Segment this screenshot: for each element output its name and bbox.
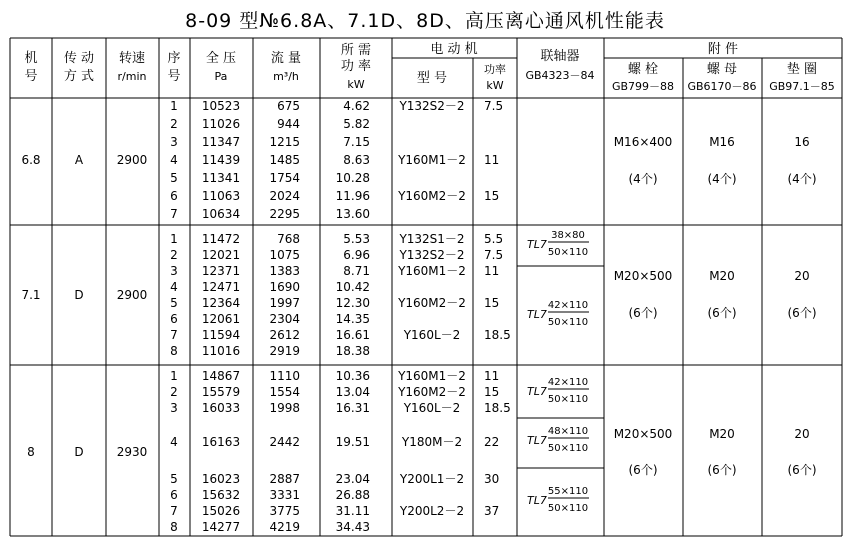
cell-nut: M20: [709, 269, 735, 283]
cell-washer-qty: (6个): [787, 463, 817, 477]
cell-bolt: M20×500: [613, 427, 673, 441]
header-power-required: 所 需: [340, 43, 372, 58]
cell-motor-power: 5.5: [484, 232, 504, 246]
cell-motor-model: Y160L－2: [403, 401, 461, 415]
cell-flow: 4219: [269, 520, 300, 534]
cell-seq: 5: [170, 296, 178, 310]
coupling-type: TL7: [527, 308, 547, 321]
cell-power-required: 13.60: [335, 207, 370, 221]
cell-pressure: 11594: [201, 328, 241, 342]
cell-pressure: 16033: [201, 401, 241, 415]
header-seq: 号: [167, 69, 181, 84]
cell-bolt: M20×500: [613, 269, 673, 283]
cell-speed: 2930: [116, 445, 148, 459]
header-pressure-unit: Pa: [214, 70, 228, 83]
coupling-denominator: 50×110: [547, 317, 589, 328]
cell-seq: 3: [170, 264, 178, 278]
header-power-required-unit: kW: [347, 78, 365, 91]
coupling-denominator: 50×110: [547, 394, 589, 405]
cell-motor-power: 18.5: [484, 401, 511, 415]
cell-model-no: 8: [27, 445, 35, 459]
header-bolt-std: GB799－88: [611, 80, 675, 93]
cell-motor-model: Y160M2－2: [398, 189, 466, 203]
cell-nut: M16: [709, 135, 735, 149]
header-nut: 螺 母: [706, 62, 738, 77]
cell-seq: 8: [170, 344, 178, 358]
header-nut-std: GB6170－86: [687, 80, 757, 93]
cell-motor-model: Y160M1－2: [398, 264, 466, 278]
cell-flow: 3331: [269, 488, 300, 502]
cell-seq: 1: [170, 232, 178, 246]
cell-power-required: 8.63: [343, 153, 370, 167]
cell-seq: 7: [170, 328, 178, 342]
cell-drive: D: [74, 445, 84, 459]
cell-pressure: 11026: [201, 117, 241, 131]
cell-seq: 6: [170, 189, 178, 203]
cell-motor-power: 18.5: [484, 328, 511, 342]
cell-pressure: 10523: [201, 99, 241, 113]
cell-seq: 4: [170, 435, 178, 449]
cell-drive: D: [74, 288, 84, 302]
cell-power-required: 16.61: [335, 328, 370, 342]
cell-motor-power: 7.5: [484, 99, 504, 113]
cell-seq: 4: [170, 280, 178, 294]
cell-flow: 3775: [269, 504, 300, 518]
cell-pressure: 12061: [201, 312, 241, 326]
cell-flow: 1485: [269, 153, 300, 167]
coupling-spec: [527, 230, 589, 258]
cell-motor-power: 11: [484, 153, 500, 167]
cell-motor-power: 15: [484, 189, 500, 203]
cell-flow: 1998: [269, 401, 300, 415]
cell-pressure: 16023: [201, 472, 241, 486]
header-coupling-std: GB4323－84: [525, 69, 595, 82]
cell-flow: 1554: [269, 385, 300, 399]
cell-seq: 2: [170, 385, 178, 399]
cell-pressure: 12364: [201, 296, 241, 310]
cell-motor-model: Y160M1－2: [398, 153, 466, 167]
cell-nut-qty: (6个): [707, 306, 737, 320]
cell-seq: 1: [170, 369, 178, 383]
cell-pressure: 11063: [201, 189, 241, 203]
header-washer-std: GB97.1－85: [769, 80, 835, 93]
cell-power-required: 19.51: [335, 435, 370, 449]
cell-flow: 2295: [269, 207, 300, 221]
group-7-1: [21, 230, 816, 358]
cell-flow: 2612: [269, 328, 300, 342]
cell-motor-model: Y132S1－2: [399, 232, 465, 246]
cell-flow: 1075: [269, 248, 300, 262]
cell-seq: 6: [170, 488, 178, 502]
cell-nut: M20: [709, 427, 735, 441]
cell-flow: 1110: [269, 369, 300, 383]
cell-power-required: 10.42: [335, 280, 370, 294]
cell-pressure: 11347: [201, 135, 241, 149]
cell-pressure: 15026: [201, 504, 241, 518]
cell-power-required: 6.96: [343, 248, 370, 262]
cell-flow: 1383: [269, 264, 300, 278]
coupling-numerator: 55×110: [547, 486, 589, 497]
cell-model-no: 6.8: [21, 153, 41, 167]
cell-pressure: 11472: [201, 232, 241, 246]
cell-power-required: 31.11: [335, 504, 370, 518]
cell-power-required: 14.35: [335, 312, 370, 326]
cell-seq: 3: [170, 135, 178, 149]
cell-washer: 20: [794, 269, 810, 283]
cell-bolt-qty: (4个): [628, 172, 658, 186]
cell-power-required: 5.53: [343, 232, 370, 246]
coupling-type: TL7: [527, 434, 547, 447]
cell-flow: 2919: [269, 344, 300, 358]
coupling-type: TL7: [527, 238, 547, 251]
cell-nut-qty: (6个): [707, 463, 737, 477]
header-drive: 传 动: [63, 51, 95, 66]
header-accessories: 附 件: [707, 42, 739, 57]
cell-power-required: 16.31: [335, 401, 370, 415]
cell-pressure: 12371: [201, 264, 241, 278]
cell-seq: 4: [170, 153, 178, 167]
cell-power-required: 23.04: [335, 472, 370, 486]
header-washer: 垫 圈: [786, 62, 818, 77]
cell-washer-qty: (6个): [787, 306, 817, 320]
cell-motor-power: 7.5: [484, 248, 504, 262]
cell-pressure: 16163: [201, 435, 241, 449]
cell-motor-model: Y160M2－2: [398, 296, 466, 310]
cell-drive: A: [74, 153, 84, 167]
cell-power-required: 5.82: [343, 117, 370, 131]
cell-seq: 6: [170, 312, 178, 326]
cell-seq: 1: [170, 99, 178, 113]
header-speed-unit: r/min: [117, 70, 147, 83]
coupling-denominator: 50×110: [547, 247, 589, 258]
cell-model-no: 7.1: [21, 288, 41, 302]
coupling-type: TL7: [527, 494, 547, 507]
coupling-denominator: 50×110: [547, 503, 589, 514]
coupling-spec: [527, 300, 589, 328]
cell-power-required: 4.62: [343, 99, 370, 113]
cell-pressure: 15579: [201, 385, 241, 399]
cell-seq: 7: [170, 504, 178, 518]
cell-washer-qty: (4个): [787, 172, 817, 186]
header-power-required: 功 率: [340, 59, 372, 74]
group-8: [27, 369, 816, 534]
coupling-spec: [527, 486, 589, 514]
cell-motor-model: Y160M2－2: [398, 385, 466, 399]
cell-pressure: 11439: [201, 153, 241, 167]
cell-speed: 2900: [116, 288, 148, 302]
cell-flow: 1690: [269, 280, 300, 294]
table-header: [24, 41, 834, 93]
cell-motor-model: Y180M－2: [401, 435, 463, 449]
cell-flow: 2442: [269, 435, 300, 449]
cell-seq: 2: [170, 117, 178, 131]
cell-power-required: 8.71: [343, 264, 370, 278]
coupling-denominator: 50×110: [547, 443, 589, 454]
header-bolt: 螺 栓: [627, 62, 659, 77]
cell-seq: 3: [170, 401, 178, 415]
coupling-spec: [527, 377, 589, 405]
cell-power-required: 7.15: [343, 135, 370, 149]
cell-flow: 2024: [269, 189, 300, 203]
header-model-no: 机: [24, 51, 38, 66]
header-drive: 方 式: [63, 69, 95, 84]
cell-flow: 944: [277, 117, 300, 131]
cell-pressure: 11341: [201, 171, 241, 185]
header-flow: 流 量: [270, 51, 302, 66]
cell-nut-qty: (4个): [707, 172, 737, 186]
header-motor-power: 功率: [484, 63, 506, 76]
coupling-numerator: 42×110: [547, 377, 589, 388]
cell-power-required: 18.38: [335, 344, 370, 358]
header-motor-power-unit: kW: [486, 79, 504, 92]
cell-flow: 768: [277, 232, 300, 246]
cell-motor-power: 11: [484, 264, 500, 278]
coupling-numerator: 38×80: [551, 230, 585, 241]
cell-pressure: 14277: [201, 520, 241, 534]
cell-pressure: 11016: [201, 344, 241, 358]
header-coupling: 联轴器: [540, 49, 580, 64]
cell-pressure: 12471: [201, 280, 241, 294]
cell-motor-model: Y200L1－2: [399, 472, 465, 486]
cell-motor-power: 15: [484, 385, 500, 399]
cell-power-required: 26.88: [335, 488, 370, 502]
coupling-numerator: 42×110: [547, 300, 589, 311]
cell-bolt-qty: (6个): [628, 306, 658, 320]
header-motor-model: 型 号: [416, 71, 448, 86]
header-motor: 电 动 机: [430, 42, 478, 57]
cell-motor-model: Y200L2－2: [399, 504, 465, 518]
cell-seq: 2: [170, 248, 178, 262]
cell-power-required: 10.28: [335, 171, 370, 185]
cell-power-required: 11.96: [335, 189, 370, 203]
cell-motor-power: 15: [484, 296, 500, 310]
header-flow-unit: m³/h: [273, 70, 299, 83]
cell-flow: 1997: [269, 296, 300, 310]
coupling-spec: [527, 426, 589, 454]
header-speed: 转速: [118, 51, 146, 66]
header-pressure: 全 压: [205, 51, 237, 66]
cell-bolt: M16×400: [613, 135, 673, 149]
cell-motor-power: 22: [484, 435, 500, 449]
cell-washer: 16: [794, 135, 810, 149]
header-seq: 序: [167, 51, 181, 66]
cell-pressure: 12021: [201, 248, 241, 262]
cell-pressure: 14867: [201, 369, 241, 383]
cell-motor-model: Y160L－2: [403, 328, 461, 342]
cell-power-required: 12.30: [335, 296, 370, 310]
group-6-8: [21, 99, 816, 221]
cell-flow: 1754: [269, 171, 300, 185]
cell-seq: 7: [170, 207, 178, 221]
cell-washer: 20: [794, 427, 810, 441]
cell-power-required: 10.36: [335, 369, 370, 383]
cell-motor-power: 11: [484, 369, 500, 383]
cell-pressure: 10634: [201, 207, 241, 221]
cell-flow: 1215: [269, 135, 300, 149]
cell-motor-power: 30: [484, 472, 500, 486]
cell-motor-model: Y160M1－2: [398, 369, 466, 383]
cell-flow: 2304: [269, 312, 300, 326]
table-title: 8-09 型№6.8A、7.1D、8D、高压离心通风机性能表: [185, 10, 665, 32]
cell-power-required: 34.43: [335, 520, 370, 534]
cell-seq: 5: [170, 472, 178, 486]
cell-seq: 8: [170, 520, 178, 534]
cell-pressure: 15632: [201, 488, 241, 502]
coupling-type: TL7: [527, 385, 547, 398]
cell-seq: 5: [170, 171, 178, 185]
coupling-numerator: 48×110: [547, 426, 589, 437]
cell-flow: 675: [277, 99, 300, 113]
cell-motor-power: 37: [484, 504, 500, 518]
cell-motor-model: Y132S2－2: [399, 99, 465, 113]
header-model-no: 号: [24, 69, 38, 84]
cell-flow: 2887: [269, 472, 300, 486]
cell-speed: 2900: [116, 153, 148, 167]
cell-power-required: 13.04: [335, 385, 370, 399]
cell-motor-model: Y132S2－2: [399, 248, 465, 262]
cell-bolt-qty: (6个): [628, 463, 658, 477]
